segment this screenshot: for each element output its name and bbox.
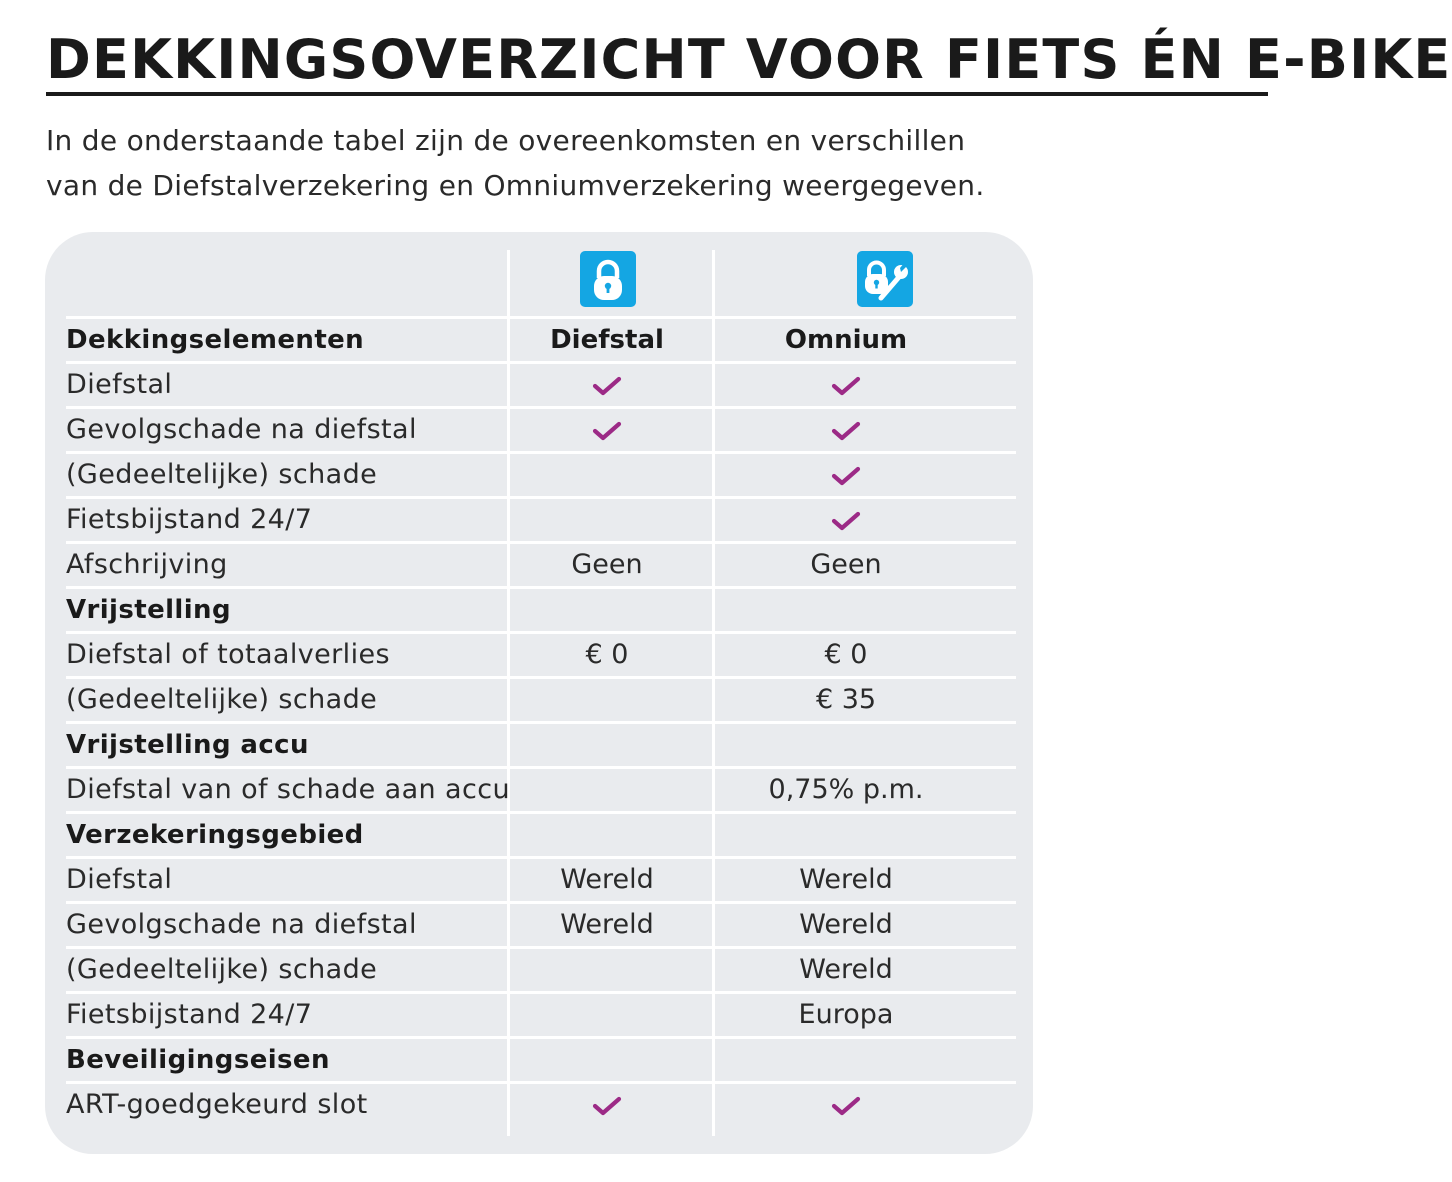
table-row: [66, 1081, 1016, 1126]
cell-omnium: Wereld: [799, 864, 893, 895]
cell-omnium: [716, 364, 976, 406]
section-label: Vrijstelling: [66, 595, 231, 625]
row-label: (Gedeeltelijke) schade: [66, 459, 378, 490]
table-row: [66, 766, 1016, 811]
cell-omnium: [716, 724, 976, 766]
row-label: ART-goedgekeurd slot: [66, 1089, 368, 1120]
row-label: Gevolgschade na diefstal: [66, 414, 417, 445]
checkmark-icon: [831, 419, 861, 443]
table-row: [66, 676, 1016, 721]
padlock-icon: [580, 251, 636, 307]
cell-diefstal: Wereld: [560, 909, 654, 940]
checkmark-icon: [831, 1094, 861, 1118]
cell-omnium: € 0: [824, 639, 868, 670]
cell-omnium: Wereld: [799, 954, 893, 985]
cell-diefstal: Geen: [571, 549, 643, 580]
row-label: Diefstal: [66, 864, 173, 895]
row-label: Gevolgschade na diefstal: [66, 909, 417, 940]
section-row: [66, 721, 1016, 766]
cell-omnium: [716, 589, 976, 631]
cell-omnium: [716, 499, 976, 541]
cell-diefstal: [509, 814, 705, 856]
cell-diefstal: [509, 364, 705, 406]
section-row: [66, 586, 1016, 631]
checkmark-icon: [592, 374, 622, 398]
header-diefstal: Diefstal: [550, 325, 664, 355]
header-omnium: Omnium: [784, 325, 908, 355]
section-label: Vrijstelling accu: [66, 730, 309, 760]
cell-omnium: € 35: [815, 684, 877, 715]
intro-text: [46, 118, 1046, 208]
intro-line: van de Diefstalverzekering en Omniumverzekering weergegeven.: [46, 169, 985, 202]
checkmark-icon: [831, 374, 861, 398]
table-header-row: [66, 316, 1016, 361]
checkmark-icon: [831, 464, 861, 488]
row-label: Diefstal van of schade aan accu: [66, 774, 510, 805]
cell-diefstal: [509, 724, 705, 766]
cell-diefstal: [509, 949, 705, 991]
table-row: [66, 541, 1016, 586]
section-label: Beveiligingseisen: [66, 1045, 330, 1075]
row-label: Diefstal: [66, 369, 173, 400]
checkmark-icon: [592, 419, 622, 443]
table-row: [66, 946, 1016, 991]
cell-diefstal: [509, 769, 705, 811]
section-label: Verzekeringsgebied: [66, 820, 364, 850]
row-label: Fietsbijstand 24/7: [66, 504, 313, 535]
cell-diefstal: [509, 589, 705, 631]
cell-diefstal: [509, 1084, 705, 1126]
table-row: [66, 991, 1016, 1036]
table-row: [66, 406, 1016, 451]
table-row: [66, 856, 1016, 901]
table-row: [66, 496, 1016, 541]
row-label: Fietsbijstand 24/7: [66, 999, 313, 1030]
table-row: [66, 631, 1016, 676]
cell-diefstal: [509, 1039, 705, 1081]
cell-diefstal: [509, 499, 705, 541]
coverage-table: [66, 316, 1016, 1126]
row-label: (Gedeeltelijke) schade: [66, 954, 378, 985]
table-row: [66, 451, 1016, 496]
checkmark-icon: [592, 1094, 622, 1118]
cell-diefstal: € 0: [585, 639, 629, 670]
cell-omnium: [716, 409, 976, 451]
cell-diefstal: [509, 679, 705, 721]
checkmark-icon: [831, 509, 861, 533]
cell-omnium: 0,75% p.m.: [768, 774, 924, 805]
table-row: [66, 361, 1016, 406]
cell-omnium: [716, 814, 976, 856]
row-label: (Gedeeltelijke) schade: [66, 684, 378, 715]
cell-diefstal: [509, 409, 705, 451]
header-elements: Dekkingselementen: [66, 325, 365, 355]
cell-omnium: [716, 1084, 976, 1126]
cell-omnium: [716, 1039, 976, 1081]
cell-omnium: [716, 454, 976, 496]
section-row: [66, 811, 1016, 856]
table-row: [66, 901, 1016, 946]
row-label: Diefstal of totaalverlies: [66, 639, 390, 670]
intro-line: In de onderstaande tabel zijn de overeenkomsten en verschillen: [46, 124, 966, 157]
padlock-wrench-icon: [857, 251, 913, 307]
cell-omnium: Wereld: [799, 909, 893, 940]
cell-omnium: Geen: [810, 549, 882, 580]
row-label: Afschrijving: [66, 549, 228, 580]
cell-diefstal: Wereld: [560, 864, 654, 895]
title-underline: [46, 92, 1268, 96]
cell-diefstal: [509, 994, 705, 1036]
cell-omnium: Europa: [798, 999, 894, 1030]
section-row: [66, 1036, 1016, 1081]
cell-diefstal: [509, 454, 705, 496]
page-title: DEKKINGSOVERZICHT VOOR FIETS ÉN E-BIKE: [46, 28, 1452, 91]
